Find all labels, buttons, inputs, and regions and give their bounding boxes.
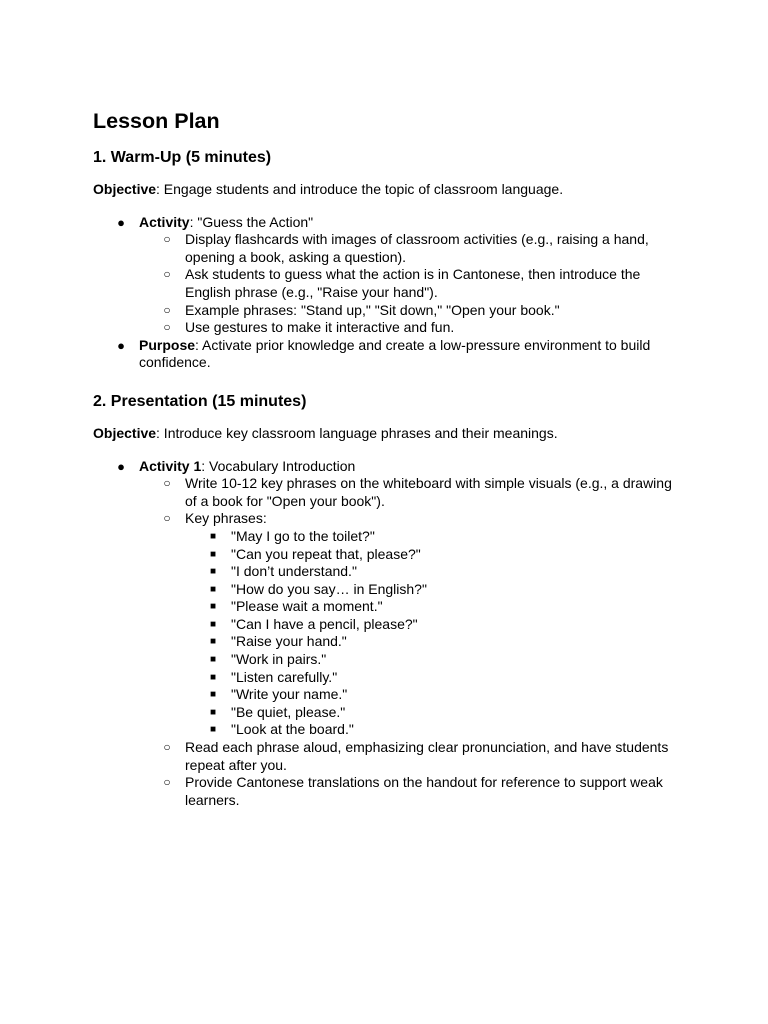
activity-item: Display flashcards with images of classroom activities (e.g., raising a hand, opening a book, asking a question). xyxy=(185,231,649,265)
key-phrase-text: "Raise your hand." xyxy=(231,633,347,650)
objective-presentation xyxy=(93,425,683,443)
bullet-square-icon: ■ xyxy=(209,724,217,736)
bullet-circle-icon: ○ xyxy=(163,232,171,247)
bullet-square-icon: ■ xyxy=(209,548,217,560)
presentation-sublist-end xyxy=(93,739,683,809)
translations-item: Provide Cantonese translations on the handout for reference to support weak learners. xyxy=(185,774,663,808)
bullet-circle-icon: ○ xyxy=(163,740,171,755)
key-phrase xyxy=(93,721,683,739)
key-phrase-text: "Work in pairs." xyxy=(231,651,327,668)
key-phrase-text: "Can you repeat that, please?" xyxy=(231,545,421,562)
list-item-sub xyxy=(93,739,683,774)
list-item-sub xyxy=(93,475,683,510)
bullet-square-icon: ■ xyxy=(209,618,217,630)
key-phrase xyxy=(93,669,683,687)
key-phrase-text: "Write your name." xyxy=(231,686,348,703)
bullet-square-icon: ■ xyxy=(209,636,217,648)
key-phrase-text: "Please wait a moment." xyxy=(231,598,383,615)
objective-label: Objective xyxy=(93,424,157,441)
key-phrase xyxy=(93,704,683,722)
purpose-text: : Activate prior knowledge and create a low-pressure environment to build confidence. xyxy=(139,336,651,371)
activity-text: : Vocabulary Introduction xyxy=(201,457,356,474)
key-phrase xyxy=(93,686,683,704)
bullet-disc-icon: ● xyxy=(117,458,125,474)
bullet-circle-icon: ○ xyxy=(163,267,171,282)
key-phrases-list xyxy=(93,528,683,739)
list-item-sub xyxy=(93,510,683,528)
list-item-activity xyxy=(93,214,683,232)
whiteboard-item: Write 10-12 key phrases on the whiteboard with simple visuals (e.g., a drawing of a book for "Open your book"). xyxy=(185,475,672,509)
key-phrase xyxy=(93,598,683,616)
bullet-circle-icon: ○ xyxy=(163,476,171,491)
list-item-sub xyxy=(93,231,683,266)
activity-item: Ask students to guess what the action is in Cantonese, then introduce the English phrase (e.g., "Raise your hand"). xyxy=(185,266,641,300)
key-phrases-item: Key phrases: xyxy=(185,510,267,527)
key-phrase-text: "May I go to the toilet?" xyxy=(231,527,375,544)
key-phrase xyxy=(93,546,683,564)
activity-text: : "Guess the Action" xyxy=(189,213,314,230)
warmup-list xyxy=(93,214,683,372)
objective-text: : Engage students and introduce the topic of classroom language. xyxy=(156,181,564,197)
bullet-circle-icon: ○ xyxy=(163,320,171,335)
bullet-circle-icon: ○ xyxy=(163,511,171,526)
bullet-square-icon: ■ xyxy=(209,566,217,578)
list-item-sub xyxy=(93,774,683,809)
list-item-sub xyxy=(93,266,683,301)
list-item-activity-1 xyxy=(93,458,683,476)
key-phrase-text: "Look at the board." xyxy=(231,721,354,738)
page-title: Lesson Plan xyxy=(93,109,220,133)
presentation-list xyxy=(93,458,683,528)
bullet-circle-icon: ○ xyxy=(163,775,171,790)
key-phrase xyxy=(93,633,683,651)
bullet-disc-icon: ● xyxy=(117,214,125,230)
document-page xyxy=(93,106,683,809)
activity-label: Activity xyxy=(139,213,190,230)
activity-item: Example phrases: "Stand up," "Sit down," "Open your book." xyxy=(185,301,560,318)
bullet-square-icon: ■ xyxy=(209,583,217,595)
list-item-sub xyxy=(93,302,683,320)
bullet-circle-icon: ○ xyxy=(163,302,171,317)
objective-text: : Introduce key classroom language phrases and their meanings. xyxy=(156,424,558,441)
bullet-disc-icon: ● xyxy=(117,337,125,353)
section-heading-presentation: 2. Presentation (15 minutes) xyxy=(93,392,307,410)
section-heading-warmup: 1. Warm-Up (5 minutes) xyxy=(93,149,272,166)
bullet-square-icon: ■ xyxy=(209,654,217,666)
key-phrase-text: "I don’t understand." xyxy=(231,563,357,580)
key-phrase xyxy=(93,528,683,546)
bullet-square-icon: ■ xyxy=(209,706,217,718)
objective-warmup xyxy=(93,181,683,199)
activity-item: Use gestures to make it interactive and fun. xyxy=(185,319,455,336)
read-aloud-item: Read each phrase aloud, emphasizing clear pronunciation, and have students repeat after you. xyxy=(185,739,669,773)
key-phrase xyxy=(93,616,683,634)
bullet-square-icon: ■ xyxy=(209,671,217,683)
list-item-purpose xyxy=(93,337,683,372)
title-wrap xyxy=(93,106,683,147)
bullet-square-icon: ■ xyxy=(209,689,217,701)
key-phrase-text: "How do you say… in English?" xyxy=(231,580,427,597)
objective-label: Objective xyxy=(93,181,157,197)
key-phrase xyxy=(93,651,683,669)
purpose-label: Purpose xyxy=(139,336,196,353)
bullet-square-icon: ■ xyxy=(209,530,217,542)
key-phrase-text: "Be quiet, please." xyxy=(231,703,346,720)
key-phrase-text: "Listen carefully." xyxy=(231,668,338,685)
key-phrase xyxy=(93,563,683,581)
list-item-sub xyxy=(93,319,683,337)
key-phrase xyxy=(93,581,683,599)
key-phrase-text: "Can I have a pencil, please?" xyxy=(231,615,418,632)
activity-label: Activity 1 xyxy=(139,457,202,474)
bullet-square-icon: ■ xyxy=(209,601,217,613)
